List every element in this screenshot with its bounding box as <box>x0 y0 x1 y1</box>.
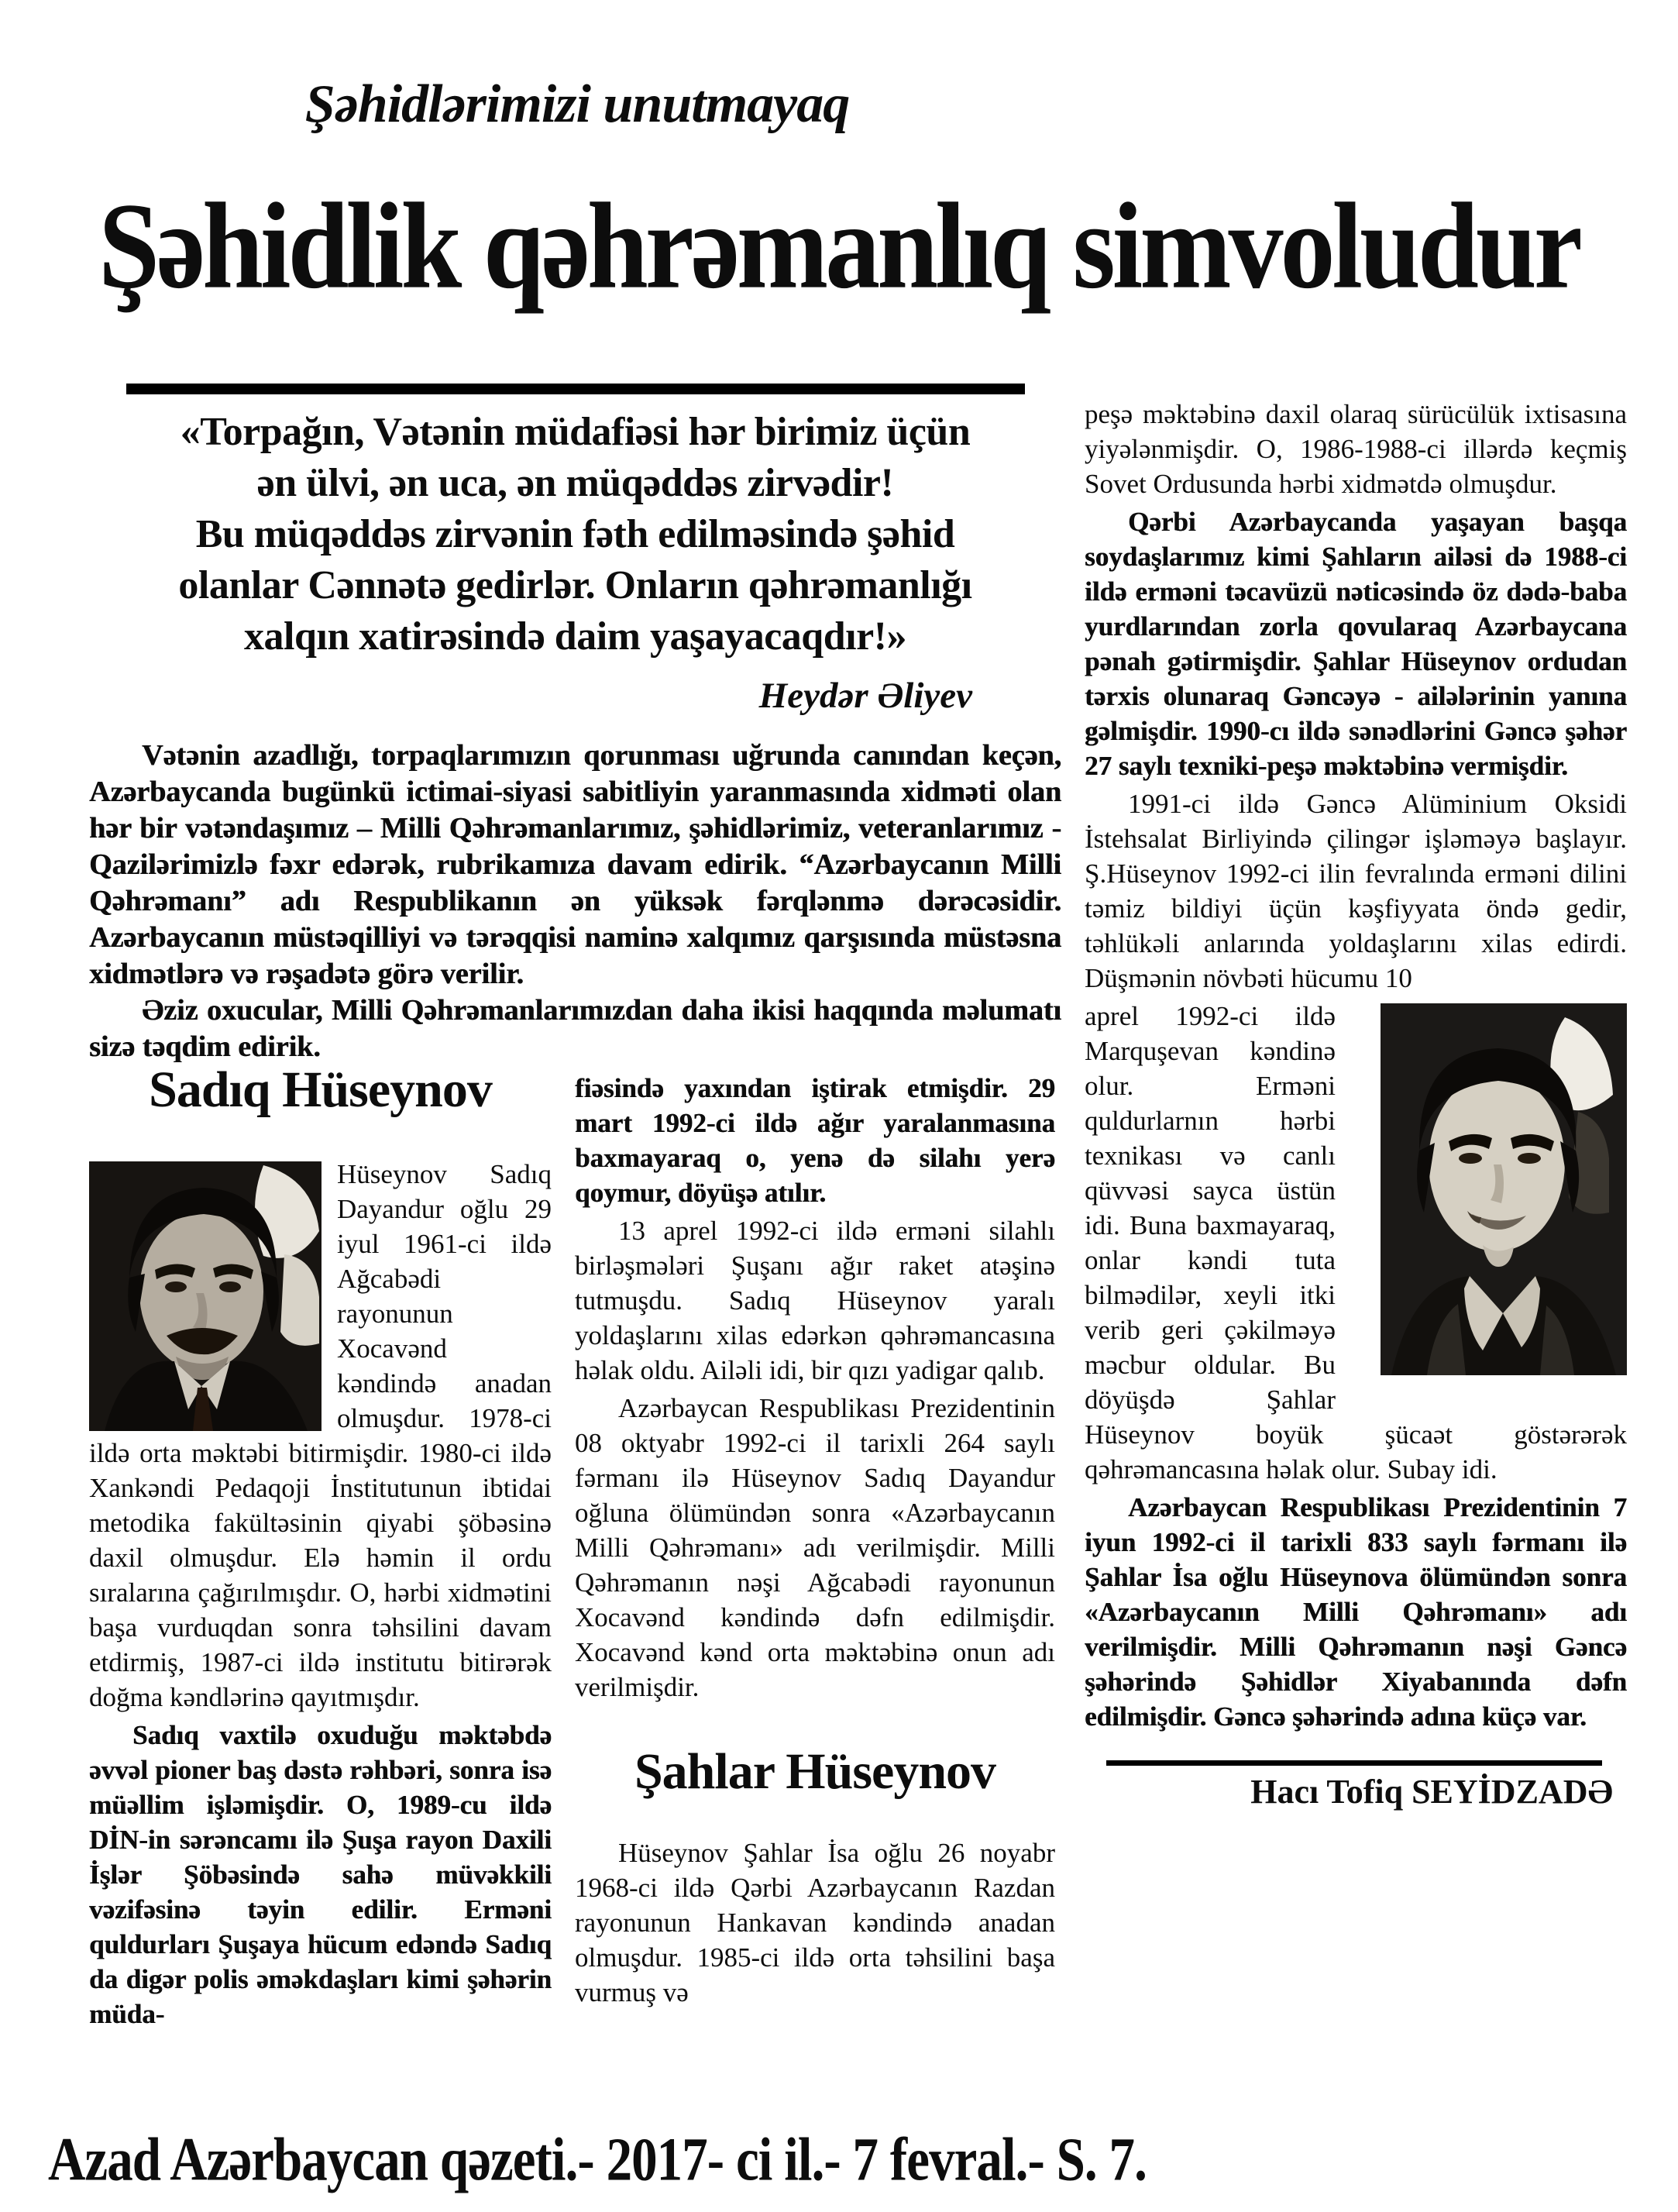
kicker-heading: Şəhidlərimizi unutmayaq <box>304 74 850 134</box>
column-shahlar <box>1085 397 1627 1813</box>
citation-footer: Azad Azərbaycan qəzeti.- 2017- ci il.- 7 fevral.- S. 7. <box>48 2125 1147 2194</box>
quote-line: «Torpağın, Vətənin müdafiəsi hər birimiz üçün <box>180 410 971 454</box>
quote-attribution: Heydər Əliyev <box>758 676 972 716</box>
sadiq-bio-paragraph: Azərbaycan Respublikası Prezidentinin 08 oktyabr 1992-ci il tarixli 264 saylı fərmanı ilə Hüseynov Sadıq Dayandur oğluna ölümündən sonra «Azərbaycanın Milli Qəhrəmanı» adı verilmişdir. Milli Qəhrəmanın nəşi Ağcabədi rayonunun Xocavənd kəndində dəfn edilmişdir. Xocavənd kənd orta məktəbinə onun adı verilmişdir. <box>575 1393 1055 1702</box>
shahlar-bio-paragraph: peşə məktəbinə daxil olaraq sürücülük ixtisasına yiyələnmişdir. O, 1986-1988-ci illərdə keçmiş Sovet Ordusunda hərbi xidmətdə olmuşdur. <box>1085 399 1627 499</box>
quote-line: Bu müqəddəs zirvənin fəth edilməsində şəhid <box>195 512 955 556</box>
byline-author: Hacı Tofiq SEYİDZADƏ <box>1250 1773 1613 1811</box>
byline-rule <box>1106 1760 1602 1766</box>
quote-block <box>89 384 1061 717</box>
sadiq-bio-text: Hüseynov Sadıq Dayandur oğlu 29 iyul 1961-ci ildə Ağcabədi rayonunun Xocavənd kəndində anadan olmuşdur. 1978-ci ildə orta <box>89 1159 552 1469</box>
quote-line: xalqın xatirəsində daim yaşayacaqdır!» <box>244 614 906 659</box>
intro-paragraph: Əziz oxucular, Milli Qəhrəmanlarımızdan daha ikisi haqqında məlumatı sizə təqdim edirik. <box>89 994 1061 1063</box>
main-headline: Şəhidlik qəhrəmanlıq simvoludur <box>98 177 1580 315</box>
sadiq-bio-paragraph: Sadıq vaxtilə oxuduğu məktəbdə əvvəl pioner baş dəstə rəhbəri, sonra isə müəllim işləmişdir. O, 1989-cu ildə DİN-in sərəncamı ilə Şuşa rayon Daxili İşlər Şöbəsində sahə müvəkkili vəzifəsinə təyin edilir. Erməni quldurları Şuşaya hücum edəndə Sadıq da digər polis əməkdaşları kimi şəhərin müda- <box>89 1720 552 2030</box>
shahlar-bio-text: aprel 1992-ci ildə Marquşevan kəndinə olur. Erməni quldurlarnın hərbi texnikası və canlı qüvvəsi sayca üstün idi. Buna baxmayaraq, <box>1085 1001 1336 1240</box>
portrait-illustration <box>89 1161 322 1431</box>
sadiq-bio-text: məktəbi bitirmişdir. 1980-ci ildə Xankəndi Pedaqoji İnstitutunun ibtidai metodika fakültəsinin qiyabi şöbəsinə daxil olmuşdur. Elə həmin il ordu sıralarına çağırılmışdır. O, hərbi xidmətini başa vurduqdan sonra təhsilini davam etdirmiş, 1987-ci ildə institutu bitirərək doğma kəndlərinə qayıtmışdır. <box>89 1438 552 1713</box>
shahlar-bio-paragraph: 1991-ci ildə Gəncə Alüminium Oksidi İstehsalat Birliyində çilingər işləməyə başlayır. Ş.Hüseynov 1992-ci ilin fevralında erməni dilini təmiz bildiyi üçün kəşfiyyata öndə gedir, təhlükəli anlarında yoldaşlarını xilas edirdi. Düşmənin növbəti hücumu 10 <box>1085 789 1627 993</box>
article-title-sadiq: Sadıq Hüseynov <box>149 1061 492 1118</box>
portrait-illustration <box>1381 1003 1627 1375</box>
column-sadiq <box>89 1063 552 2031</box>
intro-section <box>89 738 1061 1065</box>
byline-block <box>1085 1760 1627 1813</box>
sadiq-bio-paragraph <box>89 1157 552 1715</box>
column-middle <box>575 1071 1055 2010</box>
intro-paragraph: Vətənin azadlığı, torpaqlarımızın qorunması uğrunda canından keçən, Azərbaycanda bugünkü ictimai-siyasi sabitliyin yaranmasında xidməti olan hər bir vətəndaşımız – Milli Qəhrəmanlarımız, şəhidlərimiz, veteranlarımız - Qazilərimizlə fəxr edərək, rubrikamıza davam edirik. “Azərbaycanın Milli Qəhrəmanı” adı Respublikanın ən yüksək fərqlənmə dərəcəsidir. Azərbaycanın müstəqilliyi və tərəqqisi naminə xalqımız qarşısında müstəsna xidmətlərə və rəşadətə görə verilir. <box>89 739 1061 990</box>
article-title-shahlar: Şahlar Hüseynov <box>634 1743 996 1800</box>
shahlar-bio-paragraph: Qərbi Azərbaycanda yaşayan başqa soydaşlarımız kimi Şahların ailəsi də 1988-ci ildə erməni təcavüzü nəticəsində öz dədə-baba yurdlarından zorla qovularaq Azərbaycana pənah gətirmişdir. Şahlar Hüseynov ordudan tərxis olunaraq Gəncəyə - ailələrinin yanına gəlmişdir. 1990-cı ildə sənədlərini Gəncə şəhər 27 saylı texniki-peşə məktəbinə vermişdir. <box>1085 507 1627 781</box>
quote-line: olanlar Cənnətə gedirlər. Onların qəhrəmanlığı <box>178 563 972 607</box>
shahlar-bio-text: onlar kəndi tuta bilmədilər, xeyli itki verib geri çəkilməyə məcbur oldular. Bu döyüşdə Şahlar Hüseynov boyük şücaət göstərərək qəhrəmancasına həlak olur. Subay idi. <box>1085 1245 1627 1484</box>
sadiq-bio-paragraph: fiəsində yaxından iştirak etmişdir. 29 mart 1992-ci ildə ağır yaralanmasına baxmayaraq o, yenə də silahı yerə qoymur, döyüşə atılır. <box>575 1073 1055 1208</box>
shahlar-bio-paragraph: Hüseynov Şahlar İsa oğlu 26 noyabr 1968-ci ildə Qərbi Azərbaycanın Razdan rayonunun Hankavan kəndində anadan olmuşdur. 1985-ci ildə orta təhsilini başa vurmuş və <box>575 1838 1055 2008</box>
sadiq-bio-paragraph: 13 aprel 1992-ci ildə erməni silahlı birləşmələri Şuşanı ağır raket atəşinə tutmuşdu. Sadıq Hüseynov yaralı yoldaşlarını xilas edərkən qəhrəmancasına həlak oldu. Ailəli idi, bir qızı yadigar qalıb. <box>575 1216 1055 1385</box>
shahlar-bio-paragraph <box>1085 999 1627 1487</box>
headline-rule <box>126 384 1025 394</box>
quote-line: ən ülvi, ən uca, ən müqəddəs zirvədir! <box>256 461 894 505</box>
shahlar-bio-paragraph: Azərbaycan Respublikası Prezidentinin 7 iyun 1992-ci il tarixli 833 saylı fərmanı ilə Şahlar İsa oğlu Hüseynova ölümündən sonra «Azərbaycanın Milli Qəhrəmanı» adı verilmişdir. Milli Qəhrəmanın nəşi Gəncə şəhərində Şəhidlər Xiyabanında dəfn edilmişdir. Gəncə şəhərində adına küçə var. <box>1085 1492 1627 1732</box>
sadiq-portrait-photo <box>89 1161 322 1431</box>
shahlar-portrait-photo <box>1381 1003 1627 1375</box>
